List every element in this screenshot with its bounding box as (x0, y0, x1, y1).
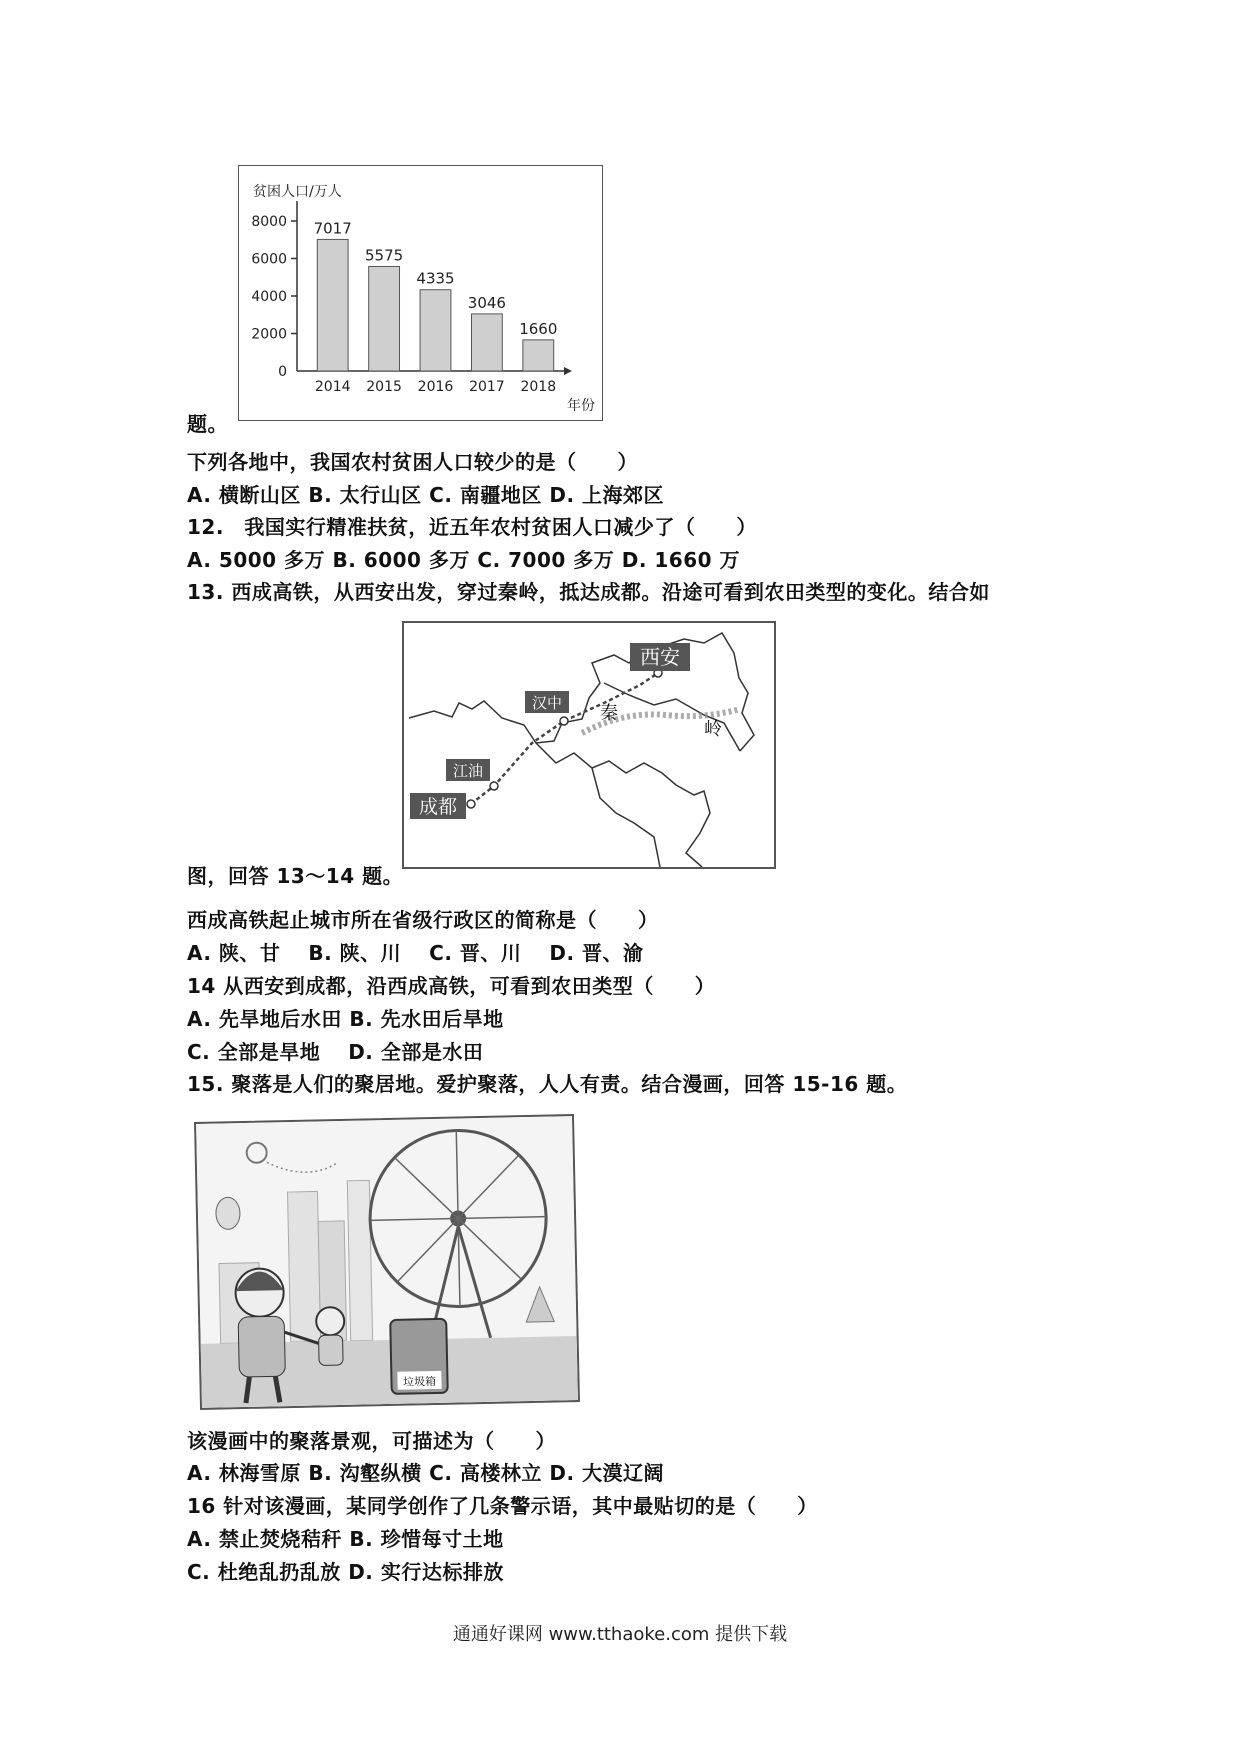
province-boundary-line (536, 743, 710, 867)
chart-bar (471, 314, 502, 371)
city-cartoon (194, 1114, 580, 1410)
q13-stem: 西成高铁起止城市所在省级行政区的简称是（ ） (187, 908, 659, 932)
chart-x-tick-label: 2016 (417, 379, 454, 395)
hanzhong-label: 汉中 (531, 694, 563, 712)
chart-bar-value-label: 7017 (313, 219, 352, 238)
hanzhong-dot (560, 717, 568, 725)
chart-y-tick-label: 0 (278, 364, 287, 380)
chart-bar (369, 266, 400, 371)
chart-x-tick-label: 2018 (520, 379, 557, 395)
trash-bin-label: 垃圾箱 (402, 1375, 437, 1389)
province-boundary-line (409, 633, 754, 751)
chart-y-tick-label: 6000 (251, 251, 287, 268)
province-boundary-line (592, 768, 660, 867)
q13-intro-tail: 图，回答 13～14 题。 (187, 864, 404, 888)
chart-xlabel: 年份 (567, 398, 595, 414)
q15-options: A. 林海雪原 B. 沟壑纵横 C. 高楼林立 D. 大漠辽阔 (187, 1461, 665, 1485)
chart-y-tick-label: 4000 (251, 289, 287, 305)
q16-options-2: C. 杜绝乱扔乱放 D. 实行达标排放 (187, 1560, 504, 1584)
poverty-bar-chart-svg (239, 166, 602, 420)
chart-x-axis-arrow (564, 367, 572, 375)
q14-options-2: C. 全部是旱地 D. 全部是水田 (187, 1040, 484, 1064)
q12-options: A. 5000 多万 B. 6000 多万 C. 7000 多万 D. 1660 万 (187, 548, 741, 572)
page-footer: 通通好课网 www.tthaoke.com 提供下载 (452, 1624, 788, 1645)
chart-bar-value-label: 1660 (519, 319, 558, 338)
chart-x-tick-label: 2015 (366, 379, 402, 395)
jiangyou-dot (490, 782, 498, 790)
ling-label: 岭 (704, 719, 722, 740)
q11-options: A. 横断山区 B. 太行山区 C. 南疆地区 D. 上海郊区 (187, 483, 665, 507)
chart-y-tick-label: 8000 (251, 214, 287, 230)
qin-label: 秦 (600, 703, 618, 724)
chart-bar-value-label: 4335 (416, 269, 455, 288)
chart-bar-value-label: 3046 (467, 293, 506, 312)
chart-bar (317, 239, 348, 371)
chengdu-label: 成都 (418, 796, 458, 818)
railway-map-svg (404, 623, 774, 867)
jiangyou-label: 江油 (452, 762, 484, 780)
city-cartoon-svg (196, 1116, 578, 1408)
q16-stem: 16 针对该漫画，某同学创作了几条警示语，其中最贴切的是（ ） (187, 1494, 818, 1518)
chart-ylabel: 贫困人口/万人 (253, 184, 342, 200)
chart-bar (523, 340, 554, 371)
q15-intro: 15. 聚落是人们的聚居地。爱护聚落，人人有责。结合漫画，回答 15-16 题。 (187, 1072, 908, 1096)
chart-x-tick-label: 2017 (469, 379, 505, 395)
xian-label: 西安 (640, 645, 680, 669)
q15-stem: 该漫画中的聚落景观，可描述为（ ） (187, 1429, 556, 1453)
q12-stem: 12. 我国实行精准扶贫，近五年农村贫困人口减少了（ ） (187, 515, 757, 539)
trash-bin (390, 1319, 448, 1394)
hot-air-balloon-icon (216, 1197, 241, 1229)
chart-bar (420, 290, 451, 371)
building (347, 1180, 372, 1340)
chart-y-tick-label: 2000 (251, 326, 287, 343)
q14-options-1: A. 先旱地后水田 B. 先水田后旱地 (187, 1007, 504, 1031)
q13-intro: 13. 西成高铁，从西安出发，穿过秦岭，抵达成都。沿途可看到农田类型的变化。结合如 (187, 580, 990, 604)
railway-map (402, 621, 776, 869)
q13-options: A. 陕、甘 B. 陕、川 C. 晋、川 D. 晋、渝 (187, 941, 644, 965)
chart-x-tick-label: 2014 (314, 379, 351, 395)
q11-intro-tail: 题。 (187, 412, 228, 436)
q11-stem: 下列各地中，我国农村贫困人口较少的是（ ） (187, 450, 638, 474)
q14-stem: 14 从西安到成都，沿西成高铁，可看到农田类型（ ） (187, 974, 716, 998)
poverty-chart (238, 165, 603, 421)
q16-options-1: A. 禁止焚烧秸秆 B. 珍惜每寸土地 (187, 1527, 504, 1551)
chart-bar-value-label: 5575 (365, 246, 404, 265)
chengdu-dot (467, 800, 475, 808)
